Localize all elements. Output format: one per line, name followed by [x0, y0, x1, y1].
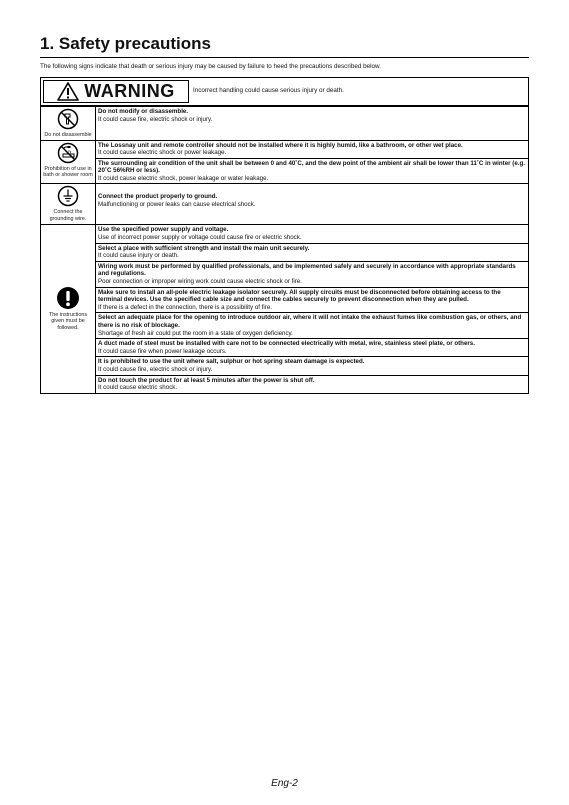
precaution-item — [96, 261, 529, 287]
precaution-item — [96, 357, 529, 375]
symbol-label: The instructions given must be followed. — [48, 311, 88, 331]
item-description: Shortage of fresh air could put the room in a state of oxygen deficiency. — [98, 329, 293, 337]
precaution-row — [41, 107, 529, 141]
precaution-item — [96, 184, 529, 225]
item-description: It could cause electric shock. — [98, 384, 178, 392]
item-title: Use the specified power supply and voltage. — [98, 226, 229, 234]
warning-badge — [43, 80, 189, 103]
precaution-row — [41, 287, 529, 313]
item-title: Wiring work must be performed by qualified professionals, and be implemented safely and securely in accordance with appropriate standards and regulations. — [98, 262, 516, 278]
item-title: A duct made of steel must be installed with care not to be connected electrically with metal, wire, stainless steel plate, or others. — [98, 340, 475, 348]
item-title: Do not touch the product for at least 5 minutes after the power is shut off. — [98, 376, 315, 384]
precaution-row — [41, 357, 529, 375]
intro-text: The following signs indicate that death or serious injury may be caused by failure to heed the precautions described below. — [40, 63, 381, 70]
precaution-item — [96, 375, 529, 393]
item-description: If there is a defect in the connection, there is a possibility of fire. — [98, 303, 273, 311]
symbol-cell — [41, 184, 96, 225]
item-title: The Lossnay unit and remote controller should not be installed where it is highly humid, like a bathroom, or other wet place. — [98, 141, 463, 149]
symbol-cell — [41, 225, 96, 393]
precaution-item — [96, 140, 529, 158]
title-divider — [40, 57, 529, 58]
item-title: Connect the product properly to ground. — [98, 193, 218, 201]
precaution-row — [41, 243, 529, 261]
symbol-label: Do not disassemble — [44, 132, 92, 138]
no-disassembly-icon — [57, 108, 79, 130]
warning-label: WARNING — [84, 81, 175, 101]
precaution-item — [96, 158, 529, 184]
item-title: Select a place with sufficient strength and install the main unit securely. — [98, 244, 310, 252]
precaution-row — [41, 313, 529, 339]
precaution-item — [96, 225, 529, 243]
precaution-item — [96, 313, 529, 339]
symbol-label: Connect the grounding wire. — [49, 209, 87, 222]
page-title: 1. Safety precautions — [40, 34, 212, 53]
item-description: It could cause injury or death. — [98, 252, 179, 260]
precaution-item — [96, 107, 529, 141]
item-description: Poor connection or improper wiring work could cause electric shock or fire. — [98, 278, 302, 286]
item-description: It could cause fire, electric shock or injury. — [98, 365, 213, 373]
item-title: Make sure to install an all-pole electric leakage isolator securely. All supply circuits must be disconnected before obtaining access to the terminal devices. Use the specified cable size and connect the cables securely to prevent disconnection when they are pulled. — [98, 288, 501, 304]
mandatory-instruction-icon — [56, 286, 80, 310]
item-title: Select an adequate place for the opening to introduce outdoor air, where it will not intake the exhaust fumes like combustion gas, or others, and there is no risk of blockage. — [98, 314, 522, 329]
precaution-row — [41, 184, 529, 225]
warning-banner — [40, 77, 529, 106]
symbol-cell — [41, 140, 96, 184]
item-title: It is prohibited to use the unit where salt, sulphur or hot spring steam damage is expected. — [98, 358, 365, 366]
precaution-row — [41, 375, 529, 393]
precaution-row — [41, 339, 529, 357]
precaution-row — [41, 261, 529, 287]
item-description: It could cause electric shock or power leakage. — [98, 149, 227, 157]
ground-connection-icon — [57, 185, 79, 207]
precaution-item — [96, 287, 529, 313]
precaution-item — [96, 339, 529, 357]
symbol-label: Prohibition of use in bath or shower room — [43, 165, 93, 178]
item-title: The surrounding air condition of the unit shall be between 0 and 40˚C, and the dew point of the ambient air shall be lower than 11˚C in winter (e.g. 20˚C 56%RH or less). — [98, 159, 525, 175]
item-description: It could cause electric shock, power leakage or water leakage. — [98, 174, 269, 182]
item-description: Use of incorrect power supply or voltage could cause fire or electric shock. — [98, 234, 302, 242]
warning-triangle-icon — [57, 82, 79, 101]
page-number: Eng-2 — [271, 778, 298, 789]
precautions-table — [40, 106, 529, 394]
no-bath-shower-icon — [57, 142, 79, 164]
precaution-item — [96, 243, 529, 261]
precaution-row — [41, 225, 529, 243]
item-title: Do not modify or disassemble. — [98, 108, 189, 115]
symbol-cell — [41, 107, 96, 141]
item-description: It could cause fire when power leakage occurs. — [98, 347, 227, 355]
warning-description: Incorrect handling could cause serious injury or death. — [193, 87, 344, 94]
item-description: It could cause fire, electric shock or injury. — [98, 115, 213, 123]
item-description: Malfunctioning or power leaks can cause electrical shock. — [98, 201, 256, 209]
precaution-row — [41, 140, 529, 158]
precaution-row — [41, 158, 529, 184]
